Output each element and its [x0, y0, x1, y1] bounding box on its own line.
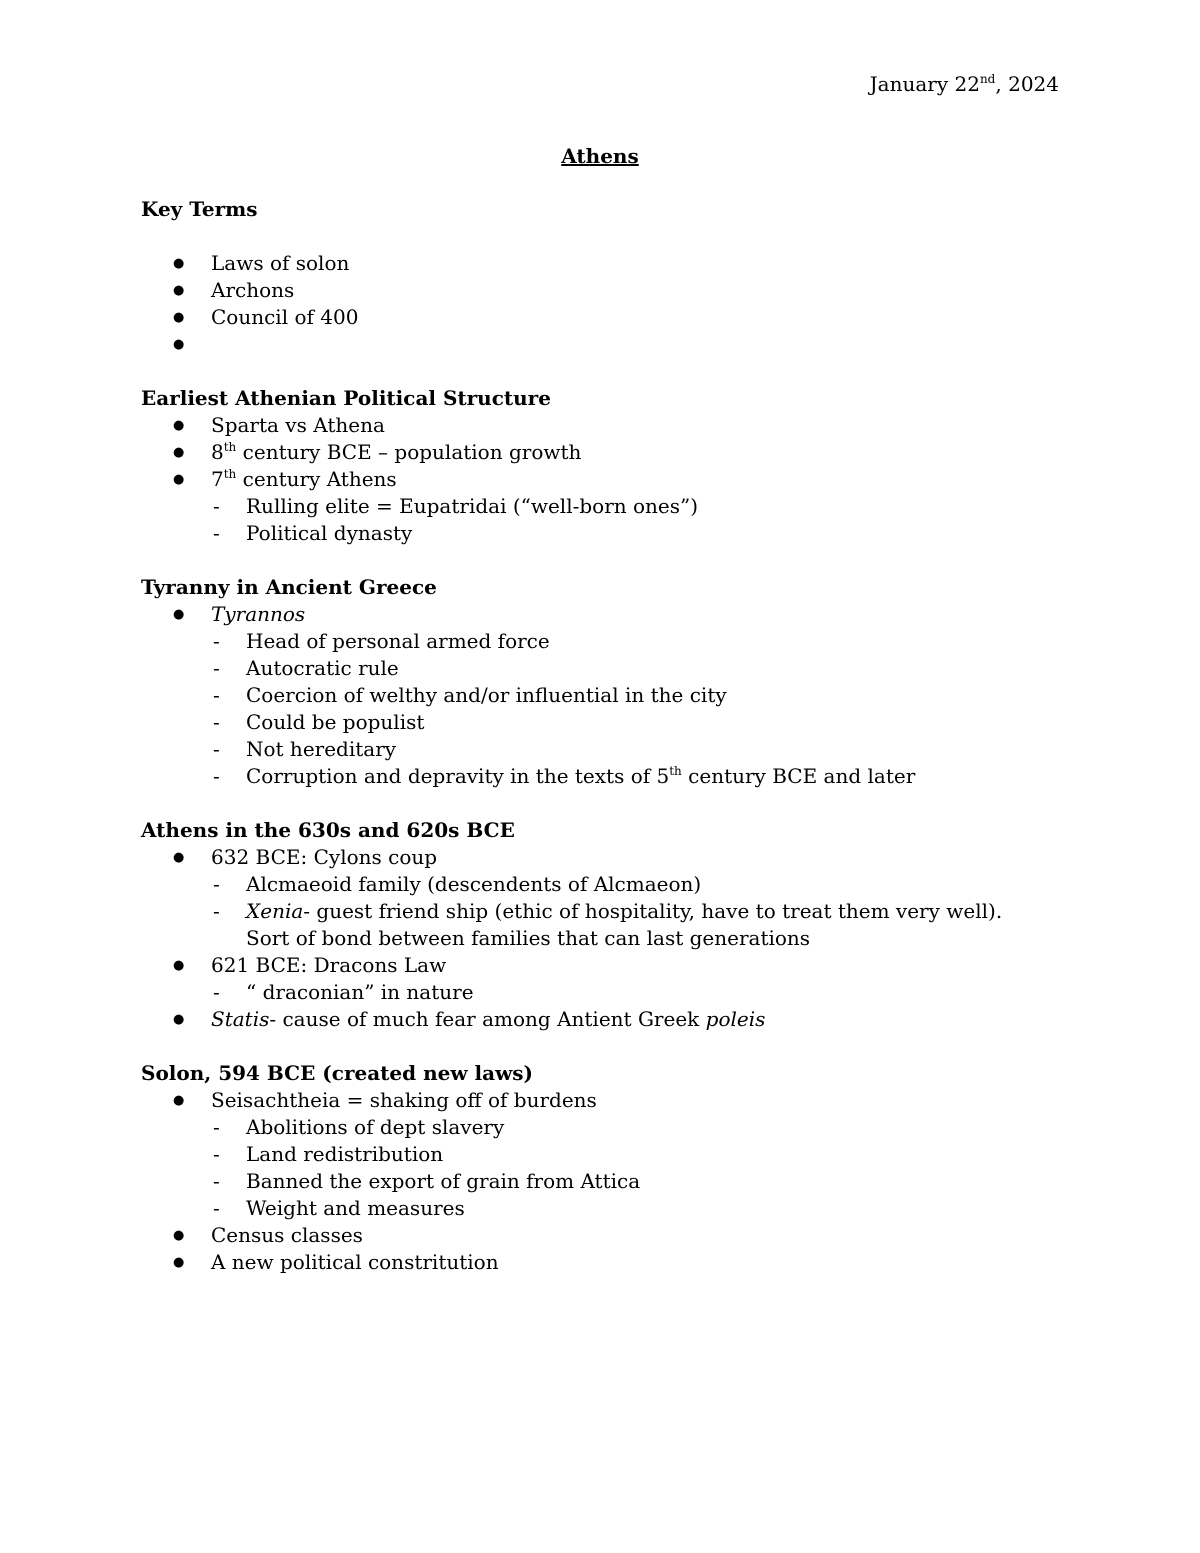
document-date [870, 70, 1059, 98]
list-item: ● A new political constritution [141, 1249, 1041, 1276]
spacer [141, 358, 1041, 385]
sub-list-item: - Abolitions of dept slavery [141, 1114, 1041, 1141]
ordinal-suffix: th [223, 467, 237, 481]
ordinal-suffix: th [669, 764, 682, 778]
sub-list-item [141, 898, 1041, 952]
list-item-text: 632 BCE: Cylons coup [211, 845, 438, 869]
sub-list-item-text: - guest friend ship (ethic of hospitality, have to treat them very well). Sort of bond between families that can last generations [246, 899, 1003, 950]
sub-list-item: - Alcmaeoid family (descendents of Alcmaeon) [141, 871, 1041, 898]
athens-630s-heading: Athens in the 630s and 620s BCE [141, 818, 515, 842]
sub-list-item: - Coercion of welthy and/or influential in the city [141, 682, 1041, 709]
key-terms-heading: Key Terms [141, 197, 258, 221]
century-number: 7 [211, 467, 224, 491]
italic-term: Tyrannos [211, 602, 306, 626]
ordinal-suffix: th [223, 440, 237, 454]
list-item [141, 1087, 1041, 1222]
tyranny-heading: Tyranny in Ancient Greece [141, 575, 437, 599]
athens-630s-list [141, 844, 1041, 1033]
tyranny-list [141, 601, 1041, 790]
key-terms-list [141, 250, 1041, 358]
list-item-text: Seisachtheia = shaking off of burdens [211, 1088, 597, 1112]
sub-list-item: - Political dynasty [141, 520, 1041, 547]
sub-list-item: - Not hereditary [141, 736, 1041, 763]
earliest-structure-list [141, 412, 1041, 547]
sub-list [211, 493, 1041, 547]
sub-list-item: - Weight and measures [141, 1195, 1041, 1222]
list-item: ● Archons [141, 277, 1041, 304]
list-item-text: - cause of much fear among Antient Greek [269, 1007, 706, 1031]
list-item: ● Sparta vs Athena [141, 412, 1041, 439]
list-item: ● Council of 400 [141, 304, 1041, 331]
century-number: 8 [211, 440, 224, 464]
italic-term: Statis [211, 1007, 270, 1031]
list-item: ● Laws of solon [141, 250, 1041, 277]
list-item-empty [141, 331, 1041, 358]
earliest-structure-heading: Earliest Athenian Political Structure [141, 386, 551, 410]
list-item [141, 466, 1041, 547]
notes-body [141, 196, 1041, 1276]
italic-term: Xenia [246, 899, 304, 923]
date-month-day: January 22 [869, 72, 980, 96]
sub-list-item: - Banned the export of grain from Attica [141, 1168, 1041, 1195]
sub-list [211, 979, 1041, 1006]
date-ordinal-suffix: nd [979, 72, 996, 86]
italic-term: poleis [705, 1007, 766, 1031]
list-item-text: century BCE – population growth [236, 440, 582, 464]
spacer [141, 790, 1041, 817]
sub-list-item-text: century BCE and later [681, 764, 916, 788]
solon-list [141, 1087, 1041, 1276]
sub-list [211, 628, 1041, 790]
sub-list-item: - Autocratic rule [141, 655, 1041, 682]
list-item: ● Census classes [141, 1222, 1041, 1249]
sub-list [211, 871, 1041, 952]
sub-list-item: - Land redistribution [141, 1141, 1041, 1168]
list-item [141, 844, 1041, 952]
list-item-text: century Athens [236, 467, 397, 491]
date-year: , 2024 [995, 72, 1059, 96]
sub-list-item: - “ draconian” in nature [141, 979, 1041, 1006]
list-item [141, 439, 1041, 466]
sub-list-item: - Rulling elite = Eupatridai (“well-born ones”) [141, 493, 1041, 520]
sub-list-item-text: Corruption and depravity in the texts of 5 [246, 764, 670, 788]
spacer [141, 1033, 1041, 1060]
list-item [141, 1006, 1041, 1033]
list-item-text: 621 BCE: Dracons Law [211, 953, 447, 977]
page-title: Athens [561, 144, 639, 168]
solon-heading: Solon, 594 BCE (created new laws) [141, 1061, 534, 1085]
sub-list-item: - Head of personal armed force [141, 628, 1041, 655]
list-item [141, 952, 1041, 1006]
spacer [141, 223, 1041, 250]
list-item [141, 601, 1041, 790]
sub-list [211, 1114, 1041, 1222]
spacer [141, 547, 1041, 574]
sub-list-item: - Could be populist [141, 709, 1041, 736]
sub-list-item [141, 763, 1041, 790]
